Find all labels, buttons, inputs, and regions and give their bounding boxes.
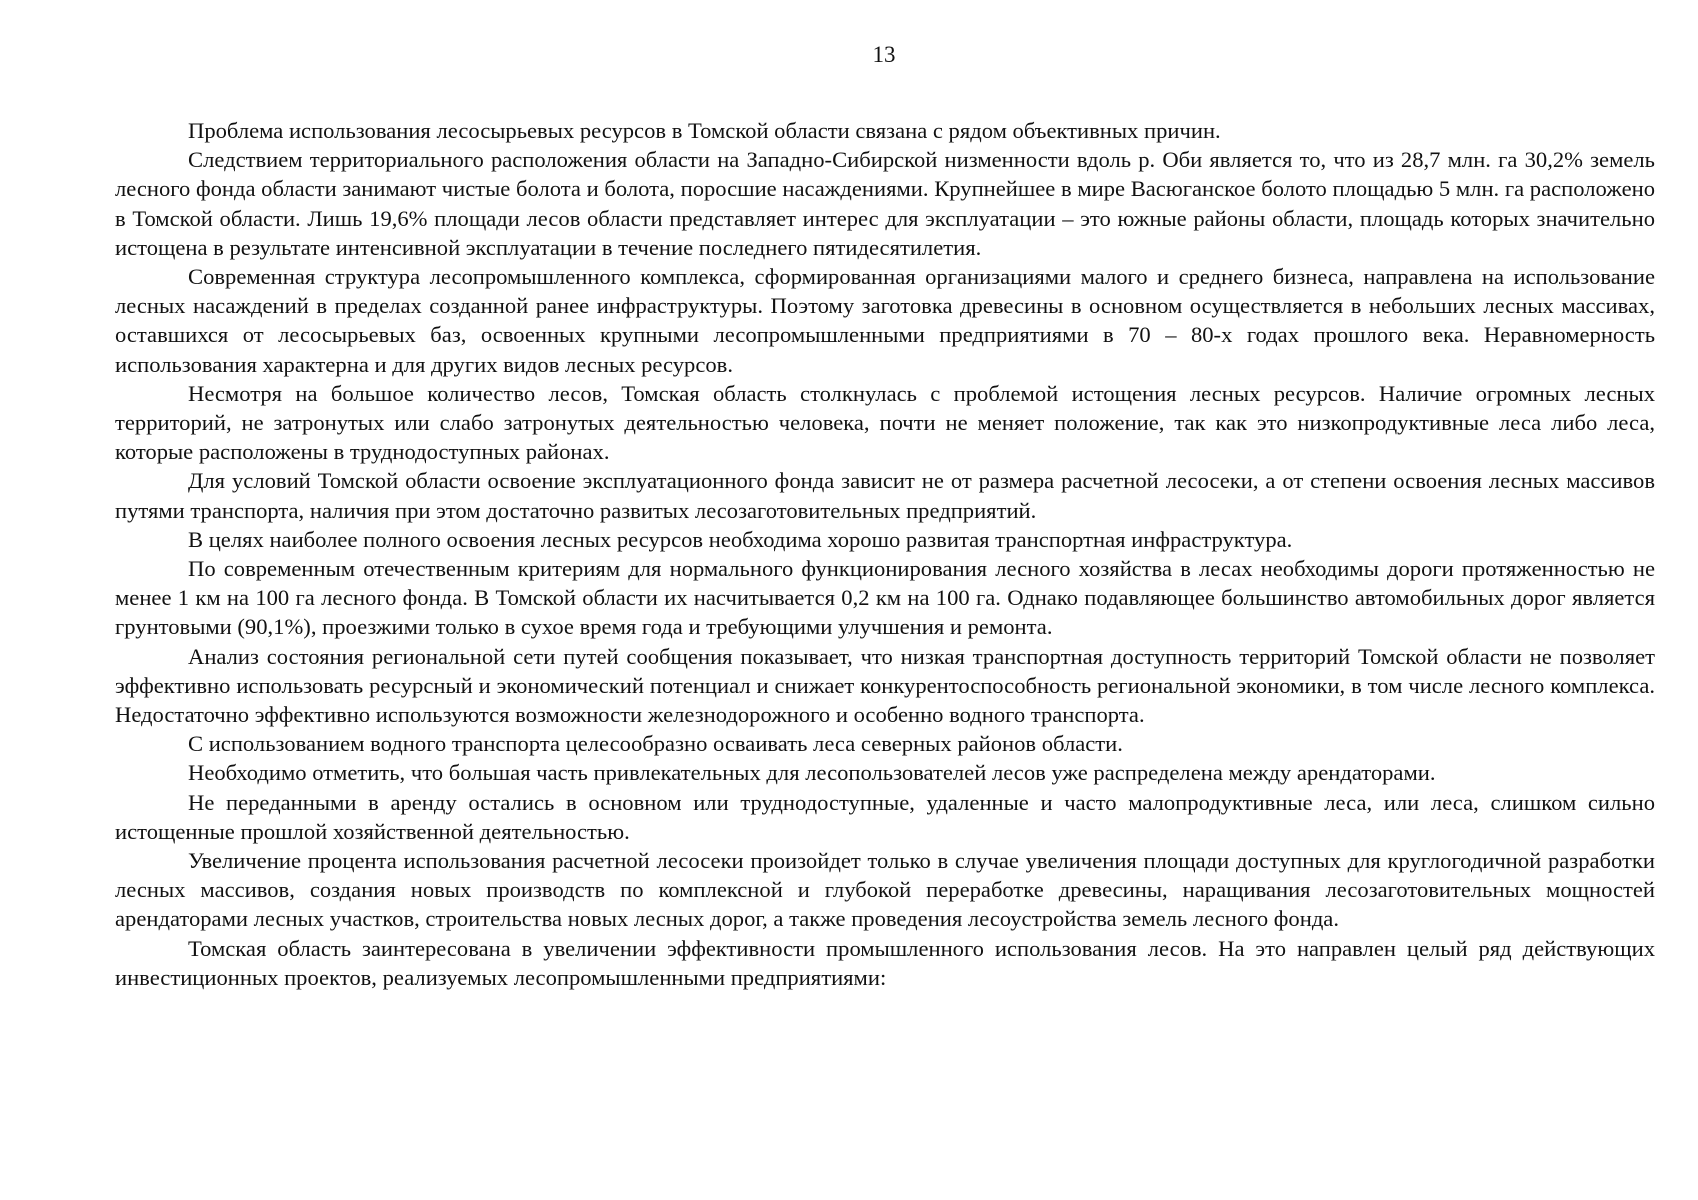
- paragraph-9: С использованием водного транспорта целесообразно осваивать леса северных районов области.: [188, 731, 1123, 757]
- paragraph-1: Проблема использования лесосырьевых ресурсов в Томской области связана с рядом объективных причин.: [188, 118, 1221, 143]
- paragraph-11: Не переданными в аренду остались в основном или труднодоступные, удаленные и часто малопродуктивные леса, или леса, слишком сильно истощенные прошлой хозяйственной деятельностью.: [115, 789, 1655, 844]
- paragraph-7: По современным отечественным критериям для нормального функционирования лесного хозяйства в лесах необходимы дороги протяженностью не менее 1 км на 100 га лесного фонда. В Томской области их насчитывается 0,2 км на 100 га. Однако подавляющее большинство автомобильных дорог является грунтовыми (90,1%), проезжими только в сухое время года и требующими улучшения и ремонта.: [115, 556, 1655, 640]
- page-number: 13: [872, 42, 896, 67]
- paragraph-6: В целях наиболее полного освоения лесных ресурсов необходима хорошо развитая транспортная инфраструктура.: [188, 526, 1293, 552]
- document-body: [115, 116, 1655, 992]
- paragraph-12: Увеличение процента использования расчетной лесосеки произойдет только в случае увеличения площади доступных для круглогодичной разработки лесных массивов, создания новых производств по комплексной и глубокой переработке древесины, наращивания лесозаготовительных мощностей арендаторами лесных участков, строительства новых лесных дорог, а также проведения лесоустройства земель лесного фонда.: [115, 848, 1655, 932]
- paragraph-3: Современная структура лесопромышленного комплекса, сформированная организациями малого и среднего бизнеса, направлена на использование лесных насаждений в пределах созданной ранее инфраструктуры. Поэтому заготовка древесины в основном осуществляется в небольших лесных массивах, оставшихся от лесосырьевых баз, освоенных крупными лесопромышленными предприятиями в 70 – 80-х годах прошлого века. Неравномерность использования характерна и для других видов лесных ресурсов.: [115, 264, 1655, 377]
- paragraph-2: Следствием территориального расположения области на Западно-Сибирской низменности вдоль р. Оби является то, что из 28,7 млн. га 30,2% земель лесного фонда области занимают чистые болота и болота, поросшие насаждениями. Крупнейшее в мире Васюганское болото площадью 5 млн. га расположено в Томской области. Лишь 19,6% площади лесов области представляет интерес для эксплуатации – это южные районы области, площадь которых значительно истощена в результате интенсивной эксплуатации в течение последнего пятидесятилетия.: [115, 147, 1655, 260]
- paragraph-10: Необходимо отметить, что большая часть привлекательных для лесопользователей лесов уже распределена между арендаторами.: [188, 760, 1436, 786]
- paragraph-13: Томская область заинтересована в увеличении эффективности промышленного использования лесов. На это направлен целый ряд действующих инвестиционных проектов, реализуемых лесопромышленными предприятиями:: [115, 935, 1655, 990]
- paragraph-4: Несмотря на большое количество лесов, Томская область столкнулась с проблемой истощения лесных ресурсов. Наличие огромных лесных территорий, не затронутых или слабо затронутых деятельностью человека, почти не меняет положение, так как это низкопродуктивные леса либо леса, которые расположены в труднодоступных районах.: [115, 380, 1655, 465]
- paragraph-5: Для условий Томской области освоение эксплуатационного фонда зависит не от размера расчетной лесосеки, а от степени освоения лесных массивов путями транспорта, наличия при этом достаточно развитых лесозаготовительных предприятий.: [115, 468, 1655, 523]
- paragraph-8: Анализ состояния региональной сети путей сообщения показывает, что низкая транспортная доступность территорий Томской области не позволяет эффективно использовать ресурсный и экономический потенциал и снижает конкурентоспособность региональной экономики, в том числе лесного комплекса. Недостаточно эффективно используются возможности железнодорожного и особенно водного транспорта.: [115, 643, 1655, 728]
